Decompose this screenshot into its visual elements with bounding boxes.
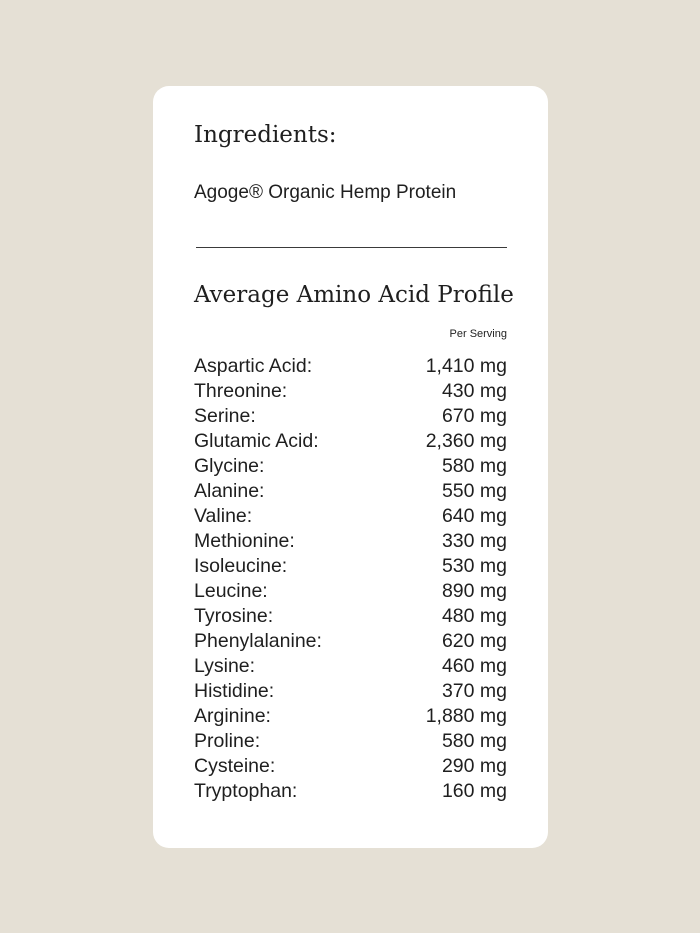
amino-acid-name: Tyrosine:	[194, 605, 274, 627]
amino-acid-row	[194, 504, 507, 529]
amino-acid-name: Cysteine:	[194, 755, 276, 777]
amino-acid-row	[194, 604, 507, 629]
amino-acid-name: Serine:	[194, 405, 256, 427]
amino-acid-name: Arginine:	[194, 705, 271, 727]
amino-acid-amount: 530 mg	[441, 555, 507, 577]
amino-acid-row	[194, 779, 507, 804]
amino-acid-amount: 480 mg	[441, 605, 507, 627]
amino-acid-name: Valine:	[194, 505, 253, 527]
amino-acid-name: Glycine:	[194, 455, 265, 477]
amino-acid-name: Tryptophan:	[194, 780, 298, 802]
amino-acid-row	[194, 629, 507, 654]
amino-acid-row	[194, 404, 507, 429]
amino-acid-amount: 890 mg	[441, 580, 507, 602]
amino-acid-name: Glutamic Acid:	[194, 430, 319, 452]
amino-acid-row	[194, 379, 507, 404]
amino-acid-amount: 460 mg	[441, 655, 507, 677]
amino-acid-amount: 1,880 mg	[425, 705, 507, 727]
amino-acid-list	[194, 354, 507, 804]
ingredients-heading: Ingredients:	[194, 122, 337, 148]
nutrition-card	[153, 86, 548, 848]
amino-acid-amount: 580 mg	[441, 455, 507, 477]
amino-acid-row	[194, 479, 507, 504]
amino-acid-amount: 620 mg	[441, 630, 507, 652]
amino-acid-row	[194, 454, 507, 479]
per-serving-label: Per Serving	[449, 328, 507, 340]
amino-acid-row	[194, 429, 507, 454]
amino-acid-amount: 160 mg	[441, 780, 507, 802]
amino-acid-name: Methionine:	[194, 530, 295, 552]
amino-acid-amount: 670 mg	[441, 405, 507, 427]
amino-acid-row	[194, 579, 507, 604]
amino-acid-row	[194, 554, 507, 579]
amino-acid-amount: 550 mg	[441, 480, 507, 502]
amino-acid-row	[194, 704, 507, 729]
amino-acid-name: Proline:	[194, 730, 261, 752]
amino-acid-row	[194, 679, 507, 704]
amino-acid-name: Phenylalanine:	[194, 630, 322, 652]
amino-acid-row	[194, 654, 507, 679]
amino-acid-amount: 1,410 mg	[425, 355, 507, 377]
amino-acid-amount: 580 mg	[441, 730, 507, 752]
amino-acid-amount: 290 mg	[441, 755, 507, 777]
ingredient-text: Agoge® Organic Hemp Protein	[194, 182, 457, 203]
amino-acid-name: Leucine:	[194, 580, 268, 602]
amino-acid-name: Aspartic Acid:	[194, 355, 313, 377]
amino-acid-name: Threonine:	[194, 380, 288, 402]
amino-acid-row	[194, 754, 507, 779]
amino-acid-amount: 370 mg	[441, 680, 507, 702]
amino-acid-row	[194, 729, 507, 754]
amino-acid-name: Lysine:	[194, 655, 256, 677]
amino-acid-amount: 640 mg	[441, 505, 507, 527]
amino-acid-row	[194, 354, 507, 379]
amino-acid-amount: 430 mg	[441, 380, 507, 402]
amino-acid-row	[194, 529, 507, 554]
amino-acid-name: Isoleucine:	[194, 555, 288, 577]
amino-acid-amount: 330 mg	[441, 530, 507, 552]
amino-acid-name: Histidine:	[194, 680, 275, 702]
amino-acid-name: Alanine:	[194, 480, 265, 502]
amino-profile-heading: Average Amino Acid Profile	[194, 282, 514, 308]
divider	[196, 247, 507, 248]
amino-acid-amount: 2,360 mg	[425, 430, 507, 452]
